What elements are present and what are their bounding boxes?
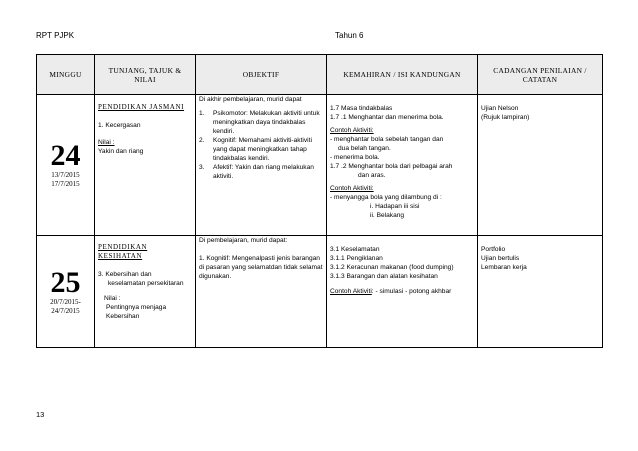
nilai-label: Nilai : xyxy=(98,139,115,146)
nilai-text: Yakin dan riang xyxy=(98,148,144,155)
col-cadangan: CADANGAN PENILAIAN / CATATAN xyxy=(478,55,603,95)
week-number: 25 xyxy=(50,265,81,299)
content-line: 1.7 .1 Menghantar dan menerima bola. xyxy=(330,114,444,121)
topic-cell xyxy=(95,236,196,348)
objective-item: 2. Kognitif: Memahami aktiviti-aktiviti yang dapat meningkatkan tahap tindakbalas kendiri. xyxy=(199,137,312,162)
table-row xyxy=(37,236,603,348)
assessment-line: Ujian Nelson xyxy=(481,105,519,112)
assessment-line: Portfolio xyxy=(481,246,506,253)
objective-item: 3. Afektif: Yakin dan riang melakukan aktiviti. xyxy=(199,164,314,180)
content-line: 3.1.2 Keracunan makanan (food dumping) xyxy=(330,264,454,271)
assessment-line: Ujian bertulis xyxy=(481,255,520,262)
header-right: Tahun 6 xyxy=(335,31,364,40)
aktiviti-label: Contoh Aktiviti: xyxy=(330,185,374,192)
topic-item: keselamatan persekitaran xyxy=(108,280,184,287)
content-line: 1.7 Masa tindakbalas xyxy=(330,105,393,112)
content-line: dua belah tangan. xyxy=(338,145,391,152)
week-dates: 13/7/2015 17/7/2015 xyxy=(51,171,80,188)
page-number: 13 xyxy=(36,410,45,419)
topic-title: PENDIDIKAN JASMANI xyxy=(98,103,185,111)
content-line: - menerima bola. xyxy=(330,154,380,161)
objective-item: 1. Kognitif: Mengenalpasti jenis barangan di pasaran yang selamatdan tidak selamat digunakan. xyxy=(199,255,323,280)
table-row xyxy=(37,95,603,236)
topic-item: 1. Kecergasan xyxy=(98,122,141,129)
content-line: ii. Belakang xyxy=(370,212,405,219)
week-number: 24 xyxy=(50,139,81,172)
col-tunjang: TUNJANG, TAJUK & NILAI xyxy=(95,55,196,95)
assessment-cell xyxy=(478,95,603,236)
col-kemahiran: KEMAHIRAN / ISI KANDUNGAN xyxy=(327,55,478,95)
nilai-text: Kebersihan xyxy=(106,313,140,320)
aktiviti-label: Contoh Aktiviti: xyxy=(330,127,374,134)
aktiviti-text: : - simulasi - potong akhbar xyxy=(371,288,452,295)
content-line: dan aras. xyxy=(358,172,386,179)
content-line: 3.1.3 Barangan dan alatan kesihatan xyxy=(330,273,438,280)
lesson-plan-table xyxy=(36,54,603,348)
content-cell xyxy=(327,236,478,348)
week-dates: 20/7/2015- 24/7/2015 xyxy=(50,297,81,315)
topic-title: PENDIDIKAN KESIHATAN xyxy=(98,243,148,260)
aktiviti-label: Contoh Aktiviti xyxy=(330,288,372,295)
content-line: 3.1 Keselamatan xyxy=(330,246,380,253)
header-left: RPT PJPK xyxy=(36,31,75,40)
content-line: - menyangga bola yang dilambung di : xyxy=(330,194,442,201)
topic-cell xyxy=(95,95,196,236)
table-header-row xyxy=(37,55,603,95)
content-line xyxy=(330,287,474,296)
week-cell xyxy=(37,95,95,236)
assessment-cell xyxy=(478,236,603,348)
nilai-label: Nilai : xyxy=(104,295,121,302)
content-line: 1.7 .2 Menghantar bola dari pelbagai arah xyxy=(330,163,453,170)
objective-cell xyxy=(196,236,327,348)
col-minggu: MINGGU xyxy=(37,55,95,95)
nilai-text: Pentingnya menjaga xyxy=(106,304,167,311)
assessment-line: (Rujuk lampiran) xyxy=(481,114,530,121)
week-cell xyxy=(37,236,95,348)
content-cell xyxy=(327,95,478,236)
content-line: i. Hadapan iii sisi xyxy=(370,203,420,210)
objective-cell xyxy=(196,95,327,236)
topic-item: 3. Kebersihan dan xyxy=(98,271,152,278)
objective-item: 1. Psikomotor: Melakukan aktiviti untuk meningkatkan daya tindakbalas kendiri. xyxy=(199,110,320,135)
content-line: 3.1.1 Pengiklanan xyxy=(330,255,383,262)
objective-intro: Di akhir pembelajaran, murid dapat xyxy=(199,96,302,103)
col-objektif: OBJEKTIF xyxy=(196,55,327,95)
objective-intro: Di pembelajaran, murid dapat: xyxy=(199,237,288,244)
content-line: - menghantar bola sebelah tangan dan xyxy=(330,136,444,143)
assessment-line: Lembaran kerja xyxy=(481,264,527,271)
